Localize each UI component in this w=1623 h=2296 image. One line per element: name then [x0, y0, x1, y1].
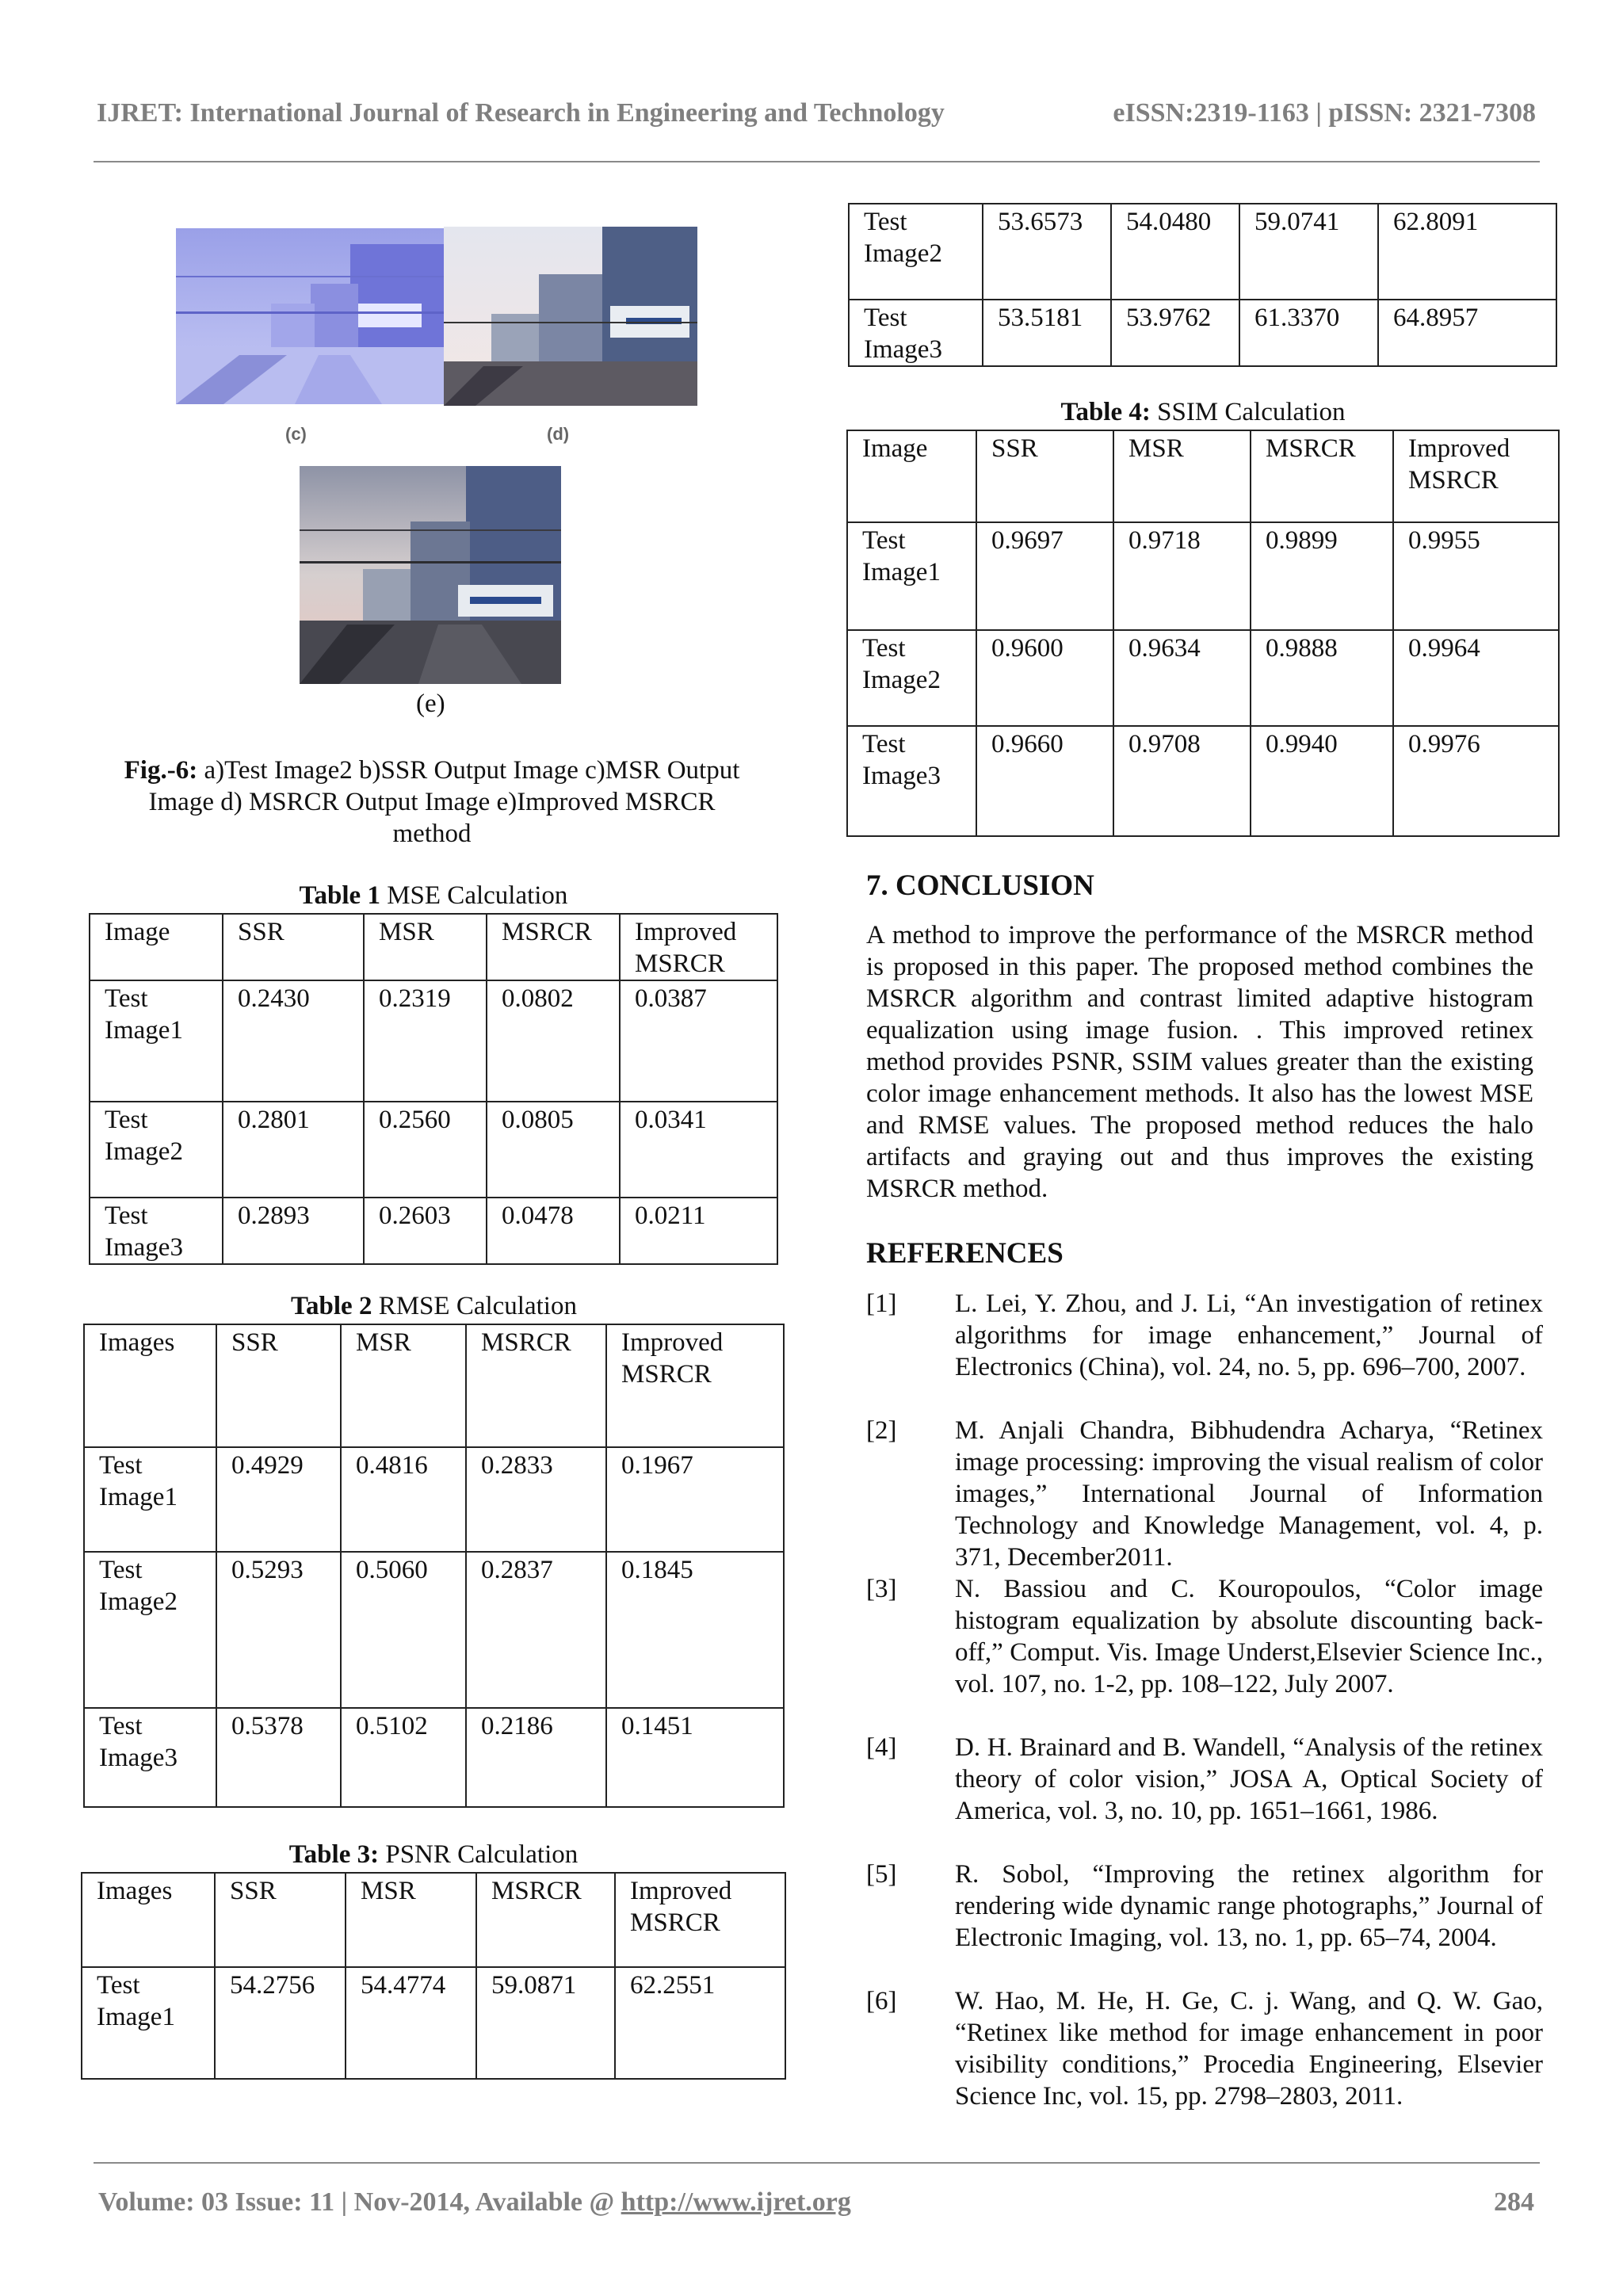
table-cell: 0.2186: [466, 1708, 606, 1807]
table3-header-cell: MSRCR: [476, 1873, 615, 1967]
table3-header-row: [82, 1873, 785, 1967]
reference-number: [5]: [866, 1860, 897, 1889]
table-row: [84, 1552, 784, 1708]
table-cell: Test Image2: [847, 630, 976, 726]
table2-caption: [83, 1292, 785, 1321]
table2-caption-bold: Table 2: [291, 1292, 372, 1320]
table-row: [847, 522, 1559, 630]
table-row: [847, 630, 1559, 726]
table-cell: 64.8957: [1378, 300, 1556, 366]
table1-header-cell: SSR: [223, 914, 364, 980]
table4-header-cell: MSR: [1113, 430, 1251, 522]
header-rule: [94, 161, 1540, 162]
table4-ssim: [846, 430, 1560, 837]
table-cell: 0.0387: [620, 980, 777, 1102]
table-cell: 59.0871: [476, 1967, 615, 2079]
table-cell: 54.2756: [215, 1967, 346, 2079]
reference-number: [1]: [866, 1289, 897, 1318]
table-cell: 0.0341: [620, 1102, 777, 1198]
table-cell: 0.1845: [606, 1552, 784, 1708]
figure-label-e: (e): [416, 690, 445, 718]
table-cell: 53.5181: [983, 300, 1111, 366]
table-cell: 62.2551: [615, 1967, 785, 2079]
table4-caption-bold: Table 4:: [1060, 398, 1151, 426]
table-cell: 0.0802: [487, 980, 620, 1102]
table-row: [849, 204, 1556, 300]
reference-item: [866, 1732, 1543, 1859]
reference-text: M. Anjali Chandra, Bibhudendra Acharya, “Retinex image processing: improving the visual realism of color images,” International Journal of Information Technology and Knowledge Management, vol. 4, p. 371, December2011.: [955, 1416, 1543, 1572]
reference-item: [866, 1415, 1543, 1573]
figure-image-e-svg: [300, 466, 561, 684]
figure-caption-line1: [95, 755, 769, 786]
table3-header-cell: Improved MSRCR: [615, 1873, 785, 1967]
reference-number: [6]: [866, 1987, 897, 2015]
figure-image-d: [444, 227, 697, 406]
table-cell: 0.2319: [364, 980, 487, 1102]
table-cell: 0.2837: [466, 1552, 606, 1708]
table1-header-cell: Improved MSRCR: [620, 914, 777, 980]
table2-caption-text: RMSE Calculation: [372, 1292, 577, 1320]
table-cell: 0.2560: [364, 1102, 487, 1198]
table-cell: 0.9708: [1113, 726, 1251, 836]
reference-text: R. Sobol, “Improving the retinex algorithm for rendering wide dynamic range photographs,” Journal of Electronic Imaging, vol. 13, no. 1, pp. 65–74, 2004.: [955, 1860, 1543, 1952]
table-cell: Test Image1: [90, 980, 223, 1102]
table1-header-cell: MSR: [364, 914, 487, 980]
table-row: [84, 1708, 784, 1807]
table4-header-cell: Improved MSRCR: [1393, 430, 1559, 522]
journal-title: IJRET: International Journal of Research in Engineering and Technology: [97, 98, 945, 128]
table-cell: 61.3370: [1239, 300, 1378, 366]
table4-header-cell: SSR: [976, 430, 1113, 522]
table-cell: 54.4774: [346, 1967, 476, 2079]
table-cell: 0.9718: [1113, 522, 1251, 630]
reference-text: D. H. Brainard and B. Wandell, “Analysis of the retinex theory of color vision,” JOSA A, Optical Society of America, vol. 3, no. 10, pp. 1651–1661, 1986.: [955, 1733, 1543, 1825]
table-cell: 62.8091: [1378, 204, 1556, 300]
table4-caption: [846, 398, 1560, 427]
table3-header-cell: Images: [82, 1873, 215, 1967]
table2-header-cell: MSR: [341, 1324, 466, 1447]
table-cell: 53.6573: [983, 204, 1111, 300]
table-cell: 0.2430: [223, 980, 364, 1102]
table-row: [90, 1198, 777, 1264]
figure-caption-bold: Fig.-6:: [124, 756, 198, 785]
table-cell: 0.0211: [620, 1198, 777, 1264]
table-cell: 0.9660: [976, 726, 1113, 836]
table-cell: 0.5060: [341, 1552, 466, 1708]
journal-issn: eISSN:2319-1163 | pISSN: 2321-7308: [1113, 98, 1536, 128]
reference-item: [866, 1985, 1543, 2112]
table3-psnr: [81, 1872, 786, 2080]
conclusion-heading: 7. CONCLUSION: [866, 869, 1094, 902]
table1-caption-text: MSE Calculation: [380, 881, 568, 910]
table3-caption-bold: Table 3:: [288, 1840, 380, 1869]
table-cell: 0.2801: [223, 1102, 364, 1198]
table-cell: 0.2833: [466, 1447, 606, 1552]
table4-caption-text: SSIM Calculation: [1150, 398, 1346, 426]
figure-image-e: [300, 466, 561, 684]
table-cell: 0.9697: [976, 522, 1113, 630]
figure-caption-line2: Image d) MSRCR Output Image e)Improved MSRCR: [148, 788, 716, 816]
figure-image-c-svg: [176, 228, 444, 404]
table-cell: 0.9955: [1393, 522, 1559, 630]
table-cell: Test Image3: [84, 1708, 216, 1807]
table-cell: 0.9888: [1251, 630, 1393, 726]
table1-header-row: [90, 914, 777, 980]
table-cell: 0.1967: [606, 1447, 784, 1552]
table4-header-row: [847, 430, 1559, 522]
table-cell: 0.9940: [1251, 726, 1393, 836]
footer-volume-text: Volume: 03 Issue: 11 | Nov-2014, Available @: [98, 2187, 621, 2217]
references-heading: REFERENCES: [866, 1237, 1064, 1270]
reference-number: [3]: [866, 1575, 897, 1603]
table2-rmse: [83, 1324, 785, 1808]
table-cell: 54.0480: [1111, 204, 1239, 300]
table2-header-cell: Images: [84, 1324, 216, 1447]
footer-volume: [98, 2187, 851, 2218]
figure-label-d: (d): [547, 424, 570, 444]
conclusion-text: A method to improve the performance of the MSRCR method is proposed in this paper. The proposed method combines the MSRCR algorithm and contrast limited adaptive histogram equalization using image fusion. . This improved retinex method provides PSNR, SSIM values greater than the existing color image enhancement methods. It also has the lowest MSE and RMSE values. The proposed method reduces the halo artifacts and graying out and thus improves the existing MSRCR method.: [866, 921, 1533, 1203]
table3-header-cell: SSR: [215, 1873, 346, 1967]
table-cell: 53.9762: [1111, 300, 1239, 366]
figure-image-d-svg: [444, 227, 697, 406]
table3-caption-text: PSNR Calculation: [379, 1840, 579, 1869]
figure-label-c: (c): [285, 424, 307, 444]
figure-caption-line3: method: [392, 819, 472, 848]
reference-text: N. Bassiou and C. Kouropoulos, “Color image histogram equalization by absolute discounting back-off,” Comput. Vis. Image Underst,Elsevier Science Inc., vol. 107, no. 1-2, pp. 108–122, July 2007.: [955, 1575, 1543, 1698]
table2-header-cell: MSRCR: [466, 1324, 606, 1447]
table-cell: 0.4929: [216, 1447, 341, 1552]
table-cell: 0.1451: [606, 1708, 784, 1807]
table3-psnr-continued: [848, 203, 1557, 367]
reference-number: [4]: [866, 1733, 897, 1762]
table-cell: Test Image1: [84, 1447, 216, 1552]
table4-header-cell: MSRCR: [1251, 430, 1393, 522]
table-cell: Test Image1: [82, 1967, 215, 2079]
table1-caption-bold: Table 1: [299, 881, 380, 910]
table1-mse: [89, 913, 778, 1265]
table-row: [847, 726, 1559, 836]
table1-header-cell: Image: [90, 914, 223, 980]
figure-image-c: [176, 228, 444, 404]
table1-header-cell: MSRCR: [487, 914, 620, 980]
table-cell: 0.2893: [223, 1198, 364, 1264]
reference-number: [2]: [866, 1416, 897, 1445]
reference-item: [866, 1573, 1543, 1732]
table-cell: 0.5102: [341, 1708, 466, 1807]
table3-header-cell: MSR: [346, 1873, 476, 1967]
reference-text: L. Lei, Y. Zhou, and J. Li, “An investigation of retinex algorithms for image enhancement,” Journal of Electronics (China), vol. 24, no. 5, pp. 696–700, 2007.: [955, 1289, 1543, 1381]
reference-item: [866, 1859, 1543, 1985]
table-cell: 0.9634: [1113, 630, 1251, 726]
table-cell: Test Image1: [847, 522, 976, 630]
table-cell: Test Image2: [84, 1552, 216, 1708]
table2-header-cell: Improved MSRCR: [606, 1324, 784, 1447]
table-cell: 0.0478: [487, 1198, 620, 1264]
table-cell: Test Image3: [847, 726, 976, 836]
table-cell: 0.9976: [1393, 726, 1559, 836]
reference-item: [866, 1288, 1543, 1415]
table-row: [82, 1967, 785, 2079]
table-cell: 0.4816: [341, 1447, 466, 1552]
table-cell: Test Image3: [849, 300, 983, 366]
table-cell: 0.5293: [216, 1552, 341, 1708]
table-cell: 0.2603: [364, 1198, 487, 1264]
table-cell: 0.9899: [1251, 522, 1393, 630]
figure-caption: [95, 755, 769, 850]
page-number: 284: [1494, 2187, 1534, 2217]
table-row: [90, 1102, 777, 1198]
table3-caption: [81, 1840, 786, 1870]
table-row: [90, 980, 777, 1102]
table4-header-cell: Image: [847, 430, 976, 522]
figure-caption-line1-text: a)Test Image2 b)SSR Output Image c)MSR Output: [197, 756, 740, 785]
table2-header-cell: SSR: [216, 1324, 341, 1447]
footer-url-link[interactable]: http://www.ijret.org: [621, 2187, 851, 2217]
table-cell: 0.0805: [487, 1102, 620, 1198]
table-cell: 59.0741: [1239, 204, 1378, 300]
table-cell: 0.5378: [216, 1708, 341, 1807]
footer-rule: [94, 2162, 1540, 2164]
table2-header-row: [84, 1324, 784, 1447]
table-cell: 0.9964: [1393, 630, 1559, 726]
table-row: [849, 300, 1556, 366]
table-cell: 0.9600: [976, 630, 1113, 726]
table-cell: Test Image3: [90, 1198, 223, 1264]
table-row: [84, 1447, 784, 1552]
table1-caption: [89, 881, 778, 911]
table-cell: Test Image2: [90, 1102, 223, 1198]
table-cell: Test Image2: [849, 204, 983, 300]
reference-text: W. Hao, M. He, H. Ge, C. j. Wang, and Q. W. Gao, “Retinex like method for image enhancement in poor visibility conditions,” Procedia Engineering, Elsevier Science Inc, vol. 15, pp. 2798–2803, 2011.: [955, 1987, 1543, 2111]
